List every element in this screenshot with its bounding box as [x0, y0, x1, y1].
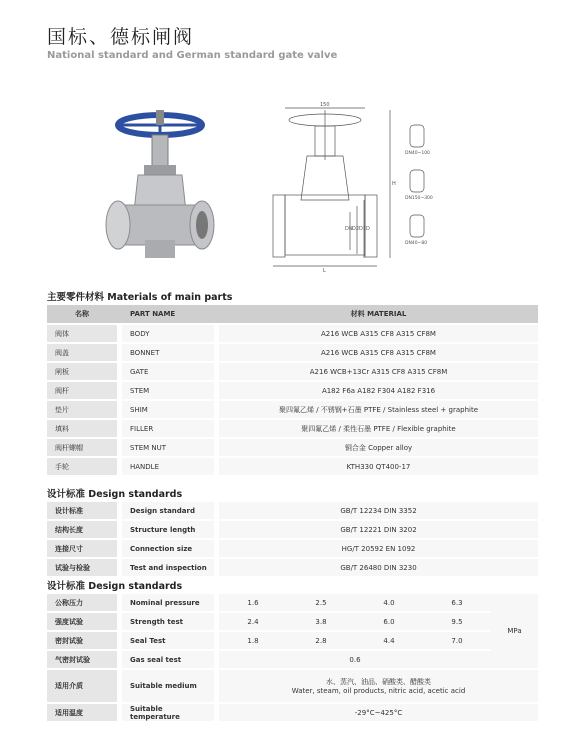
part-cn: 阀体 — [47, 324, 117, 343]
value: 0.6 — [219, 650, 491, 669]
standard: GB/T 12221 DIN 3202 — [219, 520, 538, 539]
value: 2.4 — [219, 612, 287, 631]
valve-photo — [100, 110, 225, 270]
item-cn: 适用温度 — [47, 703, 117, 722]
value: 1.6 — [219, 594, 287, 612]
dim-label: 150 — [320, 102, 330, 108]
variant-label: DN40~80 — [405, 241, 428, 246]
dim-label: L — [323, 268, 326, 274]
dim-label: DN — [345, 226, 353, 232]
table-row — [47, 631, 538, 650]
value: 6.0 — [355, 612, 423, 631]
value: 4.4 — [355, 631, 423, 650]
value: 6.3 — [423, 594, 491, 612]
table-row — [47, 362, 538, 381]
design-standards-table — [47, 502, 538, 578]
value: 2.8 — [287, 631, 355, 650]
standard: GB/T 12234 DIN 3352 — [219, 502, 538, 520]
value: 3.8 — [287, 612, 355, 631]
table-row — [47, 381, 538, 400]
value: 1.8 — [219, 631, 287, 650]
material: A216 WCB A315 CF8 A315 CF8M — [219, 343, 538, 362]
col-header: 名称 — [47, 305, 117, 324]
part-en: STEM — [122, 381, 214, 400]
table-row — [47, 343, 538, 362]
medium-value — [219, 669, 538, 703]
item-en: Design standard — [122, 502, 214, 520]
unit-label: MPa — [491, 594, 538, 669]
col-header: PART NAME — [122, 305, 214, 324]
item-en: Structure length — [122, 520, 214, 539]
item-cn: 试验与检验 — [47, 558, 117, 577]
item-en: Seal Test — [122, 631, 214, 650]
material: A182 F6a A182 F304 A182 F316 — [219, 381, 538, 400]
item-cn: 强度试验 — [47, 612, 117, 631]
item-en: Nominal pressure — [122, 594, 214, 612]
design-standards-title: 设计标准 Design standards — [47, 489, 183, 500]
part-en: FILLER — [122, 419, 214, 438]
table-row — [47, 419, 538, 438]
item-en: Strength test — [122, 612, 214, 631]
table-row — [47, 612, 538, 631]
item-cn: 结构长度 — [47, 520, 117, 539]
variant-label: DN150~300 — [405, 196, 433, 201]
part-cn: 填料 — [47, 419, 117, 438]
part-cn: 闸板 — [47, 362, 117, 381]
value: 9.5 — [423, 612, 491, 631]
value: 4.0 — [355, 594, 423, 612]
part-en: SHIM — [122, 400, 214, 419]
part-en: STEM NUT — [122, 438, 214, 457]
part-en: GATE — [122, 362, 214, 381]
item-cn: 密封试验 — [47, 631, 117, 650]
item-cn: 设计标准 — [47, 502, 117, 520]
part-cn: 阀杆 — [47, 381, 117, 400]
page-title: 国标、德标闸阀 — [47, 26, 195, 48]
material: 聚四氟乙烯 / 不锈钢+石墨 PTFE / Stainless steel + graphite — [219, 400, 538, 419]
material: A216 WCB+13Cr A315 CF8 A315 CF8M — [219, 362, 538, 381]
item-en: Suitable temperature — [122, 703, 214, 722]
page-subtitle: National standard and German standard gate valve — [47, 50, 338, 61]
value: 2.5 — [287, 594, 355, 612]
part-cn: 阀杆螺帽 — [47, 438, 117, 457]
materials-title: 主要零件材料 Materials of main parts — [47, 292, 233, 303]
item-en: Test and inspection — [122, 558, 214, 577]
standard: HG/T 20592 EN 1092 — [219, 539, 538, 558]
part-cn: 垫片 — [47, 400, 117, 419]
standard: GB/T 26480 DIN 3230 — [219, 558, 538, 577]
col-header: 材料 MATERIAL — [219, 305, 538, 324]
table-header — [47, 305, 538, 324]
table-row — [47, 669, 538, 703]
table-row — [47, 400, 538, 419]
table-row — [47, 703, 538, 722]
variant-label: DN40~100 — [405, 151, 430, 156]
table-row — [47, 457, 538, 476]
part-cn: 阀盖 — [47, 343, 117, 362]
part-en: HANDLE — [122, 457, 214, 476]
item-en: Connection size — [122, 539, 214, 558]
table-row — [47, 650, 538, 669]
material: 铜合金 Copper alloy — [219, 438, 538, 457]
table-row — [47, 438, 538, 457]
table-row — [47, 324, 538, 343]
table-row — [47, 502, 538, 520]
item-cn: 连接尺寸 — [47, 539, 117, 558]
material: KTH330 QT400-17 — [219, 457, 538, 476]
dim-label: D — [366, 226, 370, 232]
dim-label: D2 — [352, 226, 360, 232]
technical-drawing — [265, 100, 465, 275]
dim-label: H — [392, 181, 396, 187]
item-en: Suitable medium — [122, 669, 214, 703]
table-row — [47, 520, 538, 539]
item-cn: 气密封试验 — [47, 650, 117, 669]
pressure-standards-title: 设计标准 Design standards — [47, 581, 183, 592]
table-row — [47, 539, 538, 558]
material: A216 WCB A315 CF8 A315 CF8M — [219, 324, 538, 343]
medium-en: Water, steam, oil products, nitric acid, acetic acid — [291, 687, 466, 695]
item-cn: 适用介质 — [47, 669, 117, 703]
material: 聚四氟乙烯 / 柔性石墨 PTFE / Flexible graphite — [219, 419, 538, 438]
value: -29°C~425°C — [219, 703, 538, 722]
item-cn: 公称压力 — [47, 594, 117, 612]
dim-label: D1 — [359, 226, 367, 232]
pressure-table — [47, 594, 538, 723]
part-cn: 手轮 — [47, 457, 117, 476]
medium-cn: 水、蒸汽、油品、硝酸类、醋酸类 — [326, 678, 431, 686]
part-en: BONNET — [122, 343, 214, 362]
table-row — [47, 558, 538, 577]
materials-table — [47, 305, 538, 477]
value: 7.0 — [423, 631, 491, 650]
part-en: BODY — [122, 324, 214, 343]
table-row — [47, 594, 538, 612]
item-en: Gas seal test — [122, 650, 214, 669]
